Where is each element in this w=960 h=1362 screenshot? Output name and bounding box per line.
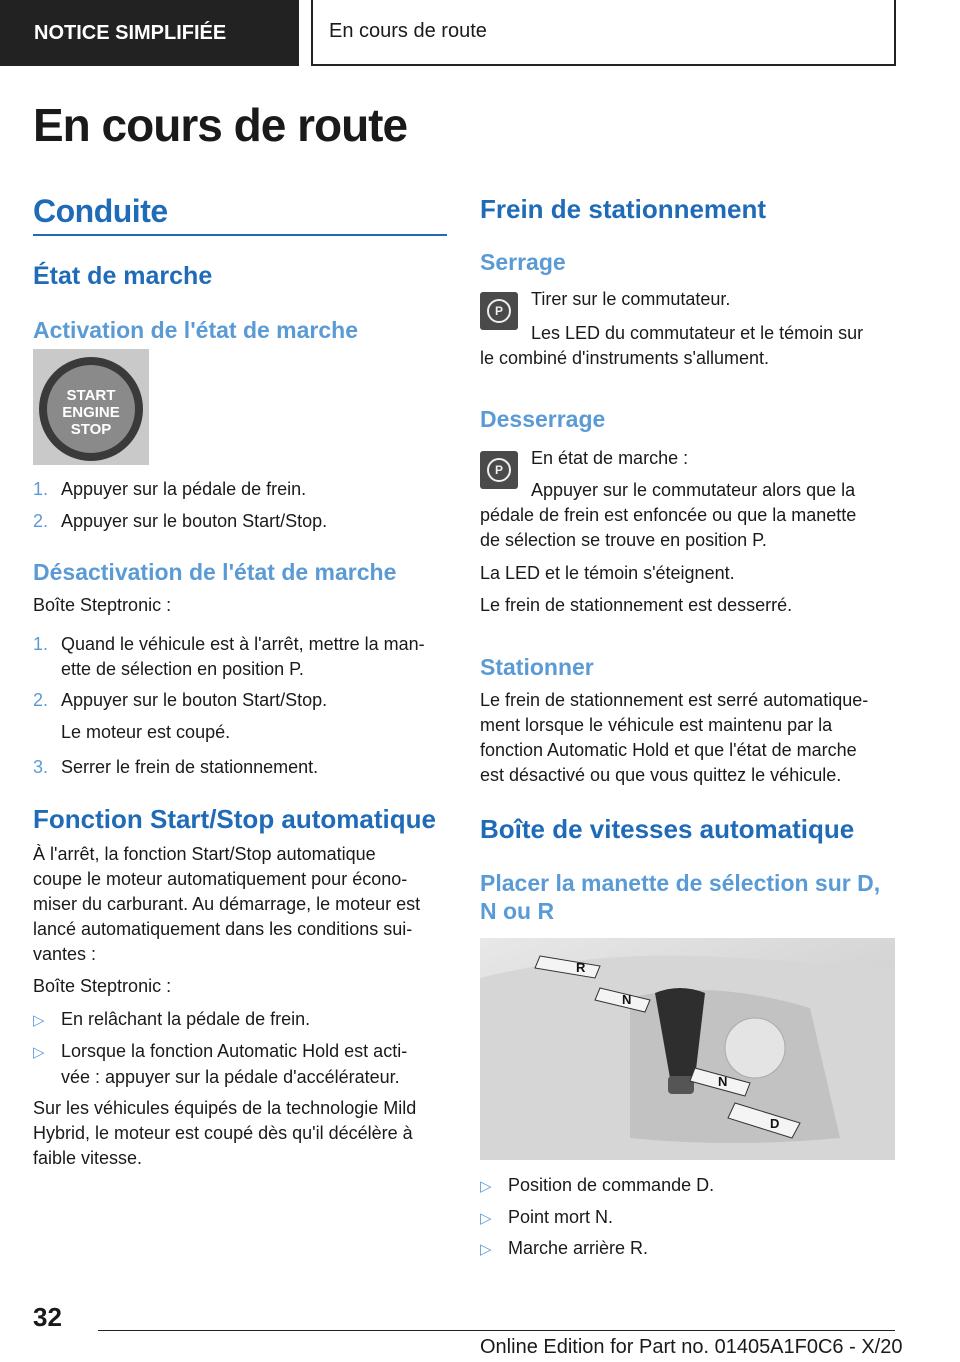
parking-p-icon: P bbox=[487, 458, 511, 482]
heading-start-stop: Fonction Start/Stop automatique bbox=[33, 804, 436, 834]
triangle-bullet-icon: ▷ bbox=[33, 1012, 45, 1029]
desserrage-line-2bc bbox=[480, 503, 896, 553]
heading-etat-marche: État de marche bbox=[33, 262, 213, 290]
heading-serrage: Serrage bbox=[480, 249, 566, 275]
page-number: 32 bbox=[33, 1302, 62, 1332]
paragraph-line: est désactivé ou que vous quittez le véhicule. bbox=[480, 765, 842, 785]
activation-step-2 bbox=[33, 509, 327, 534]
heading-stationner: Stationner bbox=[480, 654, 594, 680]
start-stop-button-image bbox=[33, 349, 149, 465]
footer-edition: Online Edition for Part no. 01405A1F0C6 - X/20 bbox=[480, 1336, 903, 1358]
gear-label-d: D bbox=[770, 1116, 780, 1131]
bullet-text: Marche arrière R. bbox=[508, 1238, 649, 1258]
start-stop-bullet-1 bbox=[33, 1007, 310, 1033]
step-number: 2. bbox=[33, 511, 49, 531]
paragraph-line: fonction Automatic Hold et que l'état de marche bbox=[480, 740, 857, 760]
parking-p-icon: P bbox=[487, 299, 511, 323]
start-stop-paragraph bbox=[33, 842, 447, 967]
desactivation-step-1 bbox=[33, 632, 447, 682]
button-text-stop: STOP bbox=[70, 421, 112, 438]
header-chapter: En cours de route bbox=[311, 0, 896, 66]
paragraph-line: vantes : bbox=[33, 944, 97, 964]
triangle-bullet-icon: ▷ bbox=[480, 1210, 492, 1227]
heading-frein: Frein de stationnement bbox=[480, 194, 767, 224]
bullet-text: Point mort N. bbox=[508, 1207, 614, 1227]
heading-activation: Activation de l'état de marche bbox=[33, 317, 359, 343]
triangle-bullet-icon: ▷ bbox=[480, 1241, 492, 1258]
heading-desserrage: Desserrage bbox=[480, 406, 606, 432]
paragraph-line: À l'arrêt, la fonction Start/Stop automatique bbox=[33, 844, 376, 864]
triangle-bullet-icon: ▷ bbox=[33, 1044, 45, 1061]
paragraph-line: lancé automatiquement dans les conditions sui- bbox=[33, 919, 413, 939]
desactivation-step-3 bbox=[33, 755, 318, 780]
desactivation-intro: Boîte Steptronic : bbox=[33, 595, 172, 615]
serrage-line-2b: le combiné d'instruments s'allument. bbox=[480, 348, 770, 368]
bullet-text: En relâchant la pédale de frein. bbox=[61, 1009, 311, 1029]
desserrage-line-2a: Appuyer sur le commutateur alors que la bbox=[531, 480, 856, 500]
step-number: 3. bbox=[33, 757, 49, 777]
paragraph-line: de sélection se trouve en position P. bbox=[480, 530, 767, 550]
gear-selector-drawing bbox=[480, 938, 895, 1160]
desserrage-line-4: Le frein de stationnement est desserré. bbox=[480, 595, 793, 615]
step-text-line-2: ette de sélection en position P. bbox=[61, 659, 304, 679]
button-face bbox=[47, 365, 135, 453]
desactivation-step-2-note: Le moteur est coupé. bbox=[61, 722, 231, 742]
step-text: Appuyer sur le bouton Start/Stop. bbox=[61, 511, 328, 531]
triangle-bullet-icon: ▷ bbox=[480, 1178, 492, 1195]
step-text: Appuyer sur la pédale de frein. bbox=[61, 479, 307, 499]
step-number: 2. bbox=[33, 690, 49, 710]
step-text-line-1: Quand le véhicule est à l'arrêt, mettre la man- bbox=[61, 634, 425, 654]
heading-line: N ou R bbox=[480, 898, 555, 924]
mild-hybrid-paragraph bbox=[33, 1096, 447, 1171]
header-section-label: NOTICE SIMPLIFIÉE bbox=[0, 0, 299, 66]
gear-label-r: R bbox=[576, 960, 586, 975]
paragraph-line: pédale de frein est enfoncée ou que la manette bbox=[480, 505, 857, 525]
desserrage-line-3: La LED et le témoin s'éteignent. bbox=[480, 563, 735, 583]
button-text-start: START bbox=[66, 387, 116, 404]
serrage-line-1: Tirer sur le commutateur. bbox=[531, 289, 731, 309]
heading-conduite: Conduite bbox=[33, 193, 168, 229]
heading-placer bbox=[480, 869, 896, 925]
step-text: Appuyer sur le bouton Start/Stop. bbox=[61, 690, 328, 710]
start-stop-intro: Boîte Steptronic : bbox=[33, 976, 172, 996]
gear-label-n-lower: N bbox=[718, 1074, 728, 1089]
paragraph-line: Le frein de stationnement est serré automatique- bbox=[480, 690, 869, 710]
parking-brake-switch-icon bbox=[480, 292, 518, 330]
heading-rule bbox=[33, 234, 447, 236]
parking-brake-switch-icon bbox=[480, 451, 518, 489]
paragraph-line: coupe le moteur automatiquement pour écono- bbox=[33, 869, 408, 889]
page-header bbox=[0, 0, 960, 66]
step-number: 1. bbox=[33, 479, 49, 499]
paragraph-line: faible vitesse. bbox=[33, 1148, 143, 1168]
bullet-text-line-1: Lorsque la fonction Automatic Hold est acti- bbox=[61, 1041, 408, 1061]
gear-bullet-d bbox=[480, 1173, 714, 1199]
gear-selector-image bbox=[480, 938, 895, 1160]
paragraph-line: Hybrid, le moteur est coupé dès qu'il décélère à bbox=[33, 1123, 413, 1143]
desserrage-line-1: En état de marche : bbox=[531, 448, 689, 468]
gear-bullet-r bbox=[480, 1236, 648, 1262]
footer-rule bbox=[98, 1330, 895, 1331]
paragraph-line: miser du carburant. Au démarrage, le moteur est bbox=[33, 894, 421, 914]
start-stop-bullet-2 bbox=[33, 1039, 447, 1090]
gear-bullet-n bbox=[480, 1205, 613, 1231]
step-number: 1. bbox=[33, 634, 49, 654]
stationner-paragraph bbox=[480, 688, 896, 788]
bullet-text: Position de commande D. bbox=[508, 1175, 715, 1195]
gear-label-n-upper: N bbox=[622, 992, 632, 1007]
page-title: En cours de route bbox=[33, 99, 408, 151]
desactivation-step-2 bbox=[33, 688, 447, 713]
activation-step-1 bbox=[33, 477, 306, 502]
heading-boite: Boîte de vitesses automatique bbox=[480, 814, 855, 844]
heading-desactivation: Désactivation de l'état de marche bbox=[33, 559, 397, 585]
paragraph-line: Sur les véhicules équipés de la technologie Mild bbox=[33, 1098, 417, 1118]
button-text-engine: ENGINE bbox=[62, 404, 120, 421]
paragraph-line: ment lorsque le véhicule est maintenu par la bbox=[480, 715, 833, 735]
step-text: Serrer le frein de stationnement. bbox=[61, 757, 319, 777]
heading-line: Placer la manette de sélection sur D, bbox=[480, 870, 881, 896]
bullet-text-line-2: vée : appuyer sur la pédale d'accélérateur. bbox=[61, 1067, 400, 1087]
serrage-line-2a: Les LED du commutateur et le témoin sur bbox=[531, 323, 864, 343]
